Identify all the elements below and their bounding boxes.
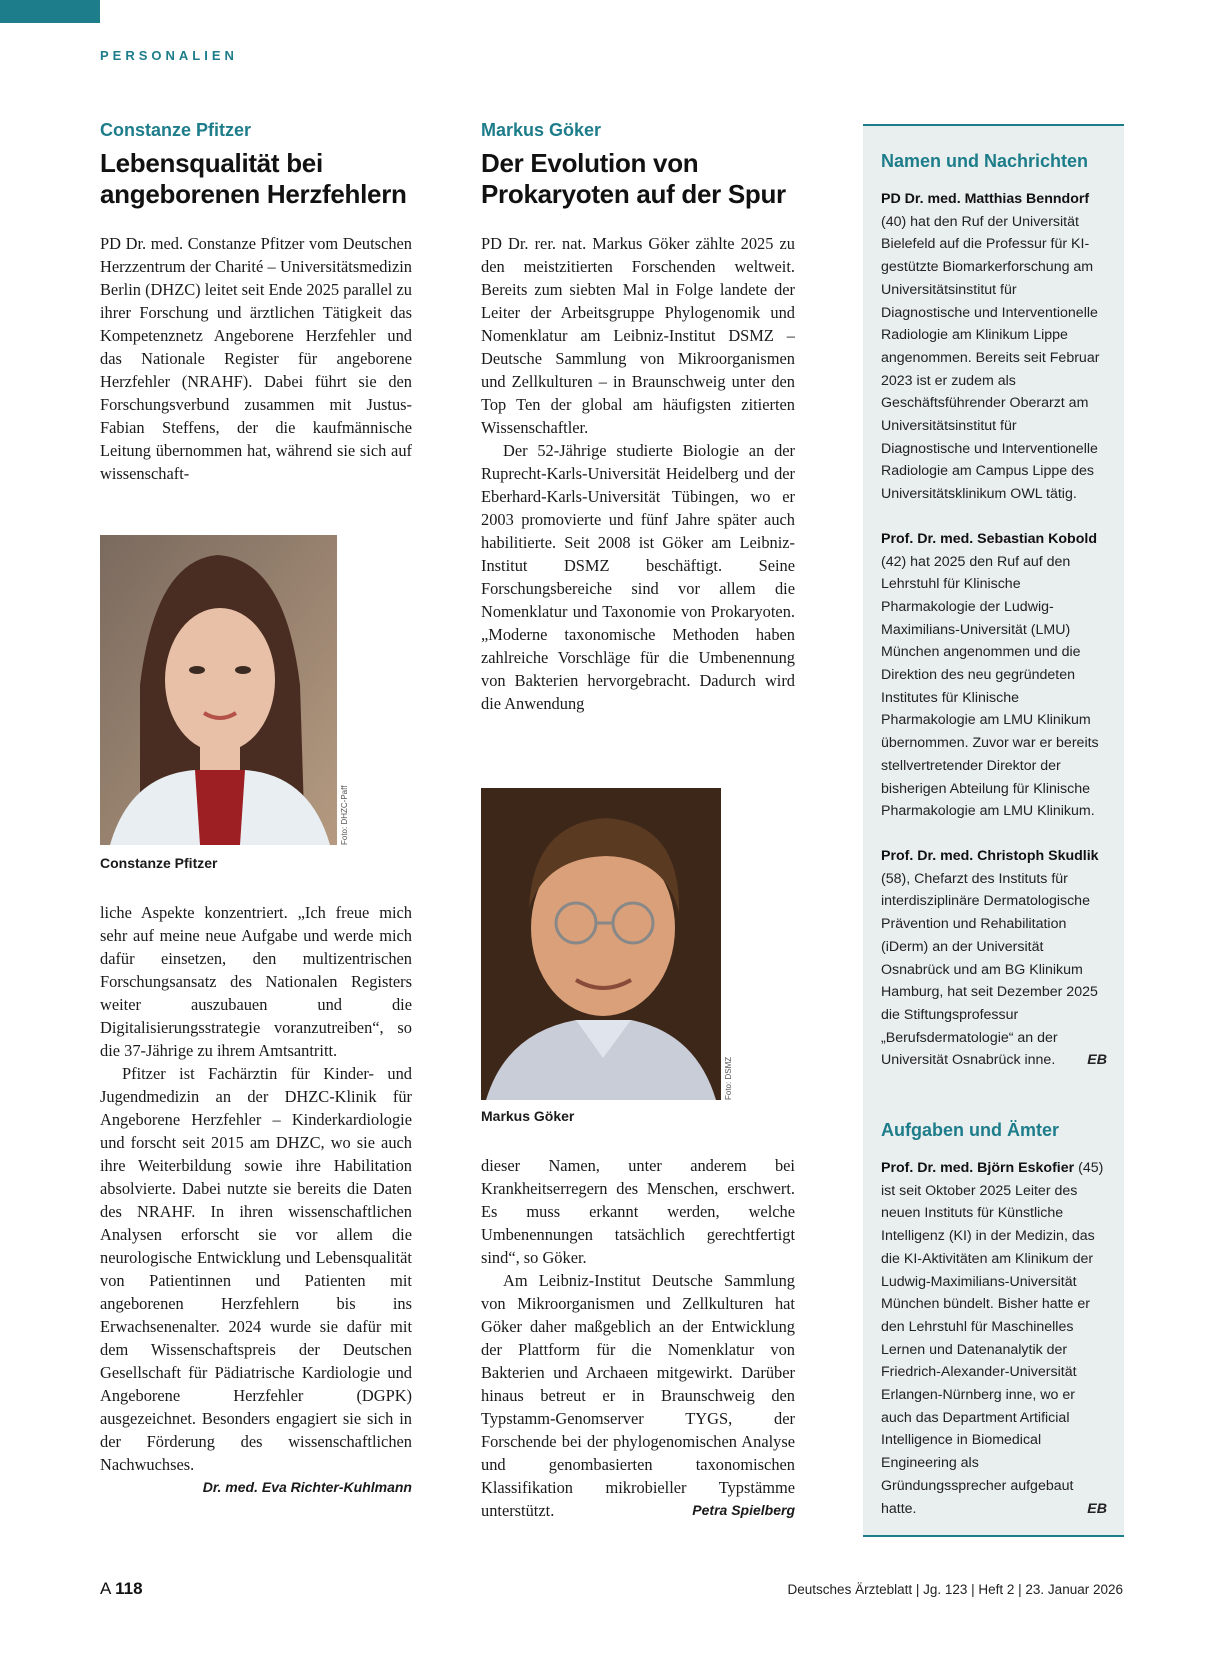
journal-info: Deutsches Ärzteblatt | Jg. 123 | Heft 2 | 23. Januar 2026: [787, 1582, 1123, 1597]
article-headline: Der Evolution von Prokaryoten auf der Spur: [481, 148, 786, 209]
article-headline: Lebensqualität bei angeborenen Herzfehlern: [100, 148, 407, 209]
top-accent-bar: [0, 0, 100, 23]
news-sidebar: [863, 124, 1124, 1537]
article-goeker: [481, 120, 795, 715]
article-body-part1: [481, 232, 795, 715]
sidebar-news-list: [881, 1157, 1107, 1520]
goeker-photo-block: [481, 788, 736, 1103]
news-item: Prof. Dr. med. Christoph Skudlik (58), Chefarzt des Instituts für interdisziplinäre Dermatologische Prävention und Rehabilitation (iDerm) an der Universität Osnabrück und am BG Klinikum Hamburg, hat seit Dezember 2025 die Stiftungsprofessur „Berufsdermatologie“ an der Universität Osnabrück inne. EB: [881, 845, 1107, 1072]
photo-caption: Constanze Pfitzer: [100, 855, 218, 871]
person-name: Prof. Dr. med. Björn Eskofier: [881, 1160, 1075, 1177]
news-item: Prof. Dr. med. Björn Eskofier (45) ist seit Oktober 2025 Leiter des neuen Instituts für Künstliche Intelligenz (KI) in der Medizin, das die KI-Aktivitäten am Klinikum der Ludwig-Maximilians-Universität München bündelt. Bisher hatte er den Lehrstuhl für Maschinelles Lernen und Datenanalytik der Friedrich-Alexander-Universität Erlangen-Nürnberg inne, wo er auch das Department Artificial Intelligence in Biomedical Engineering als Gründungssprecher aufgebaut hatte. EB: [881, 1157, 1107, 1520]
editor-signature: EB: [1087, 1052, 1107, 1069]
paragraph: dieser Namen, unter anderem bei Krankheitserregern des Menschen, erschwert. Es muss erkannt werden, welche Umbenennungen tatsächlich gerechtfertigt sind“, so Göker.: [481, 1156, 795, 1267]
photo-credit: Foto: DHZC-Paff: [340, 785, 349, 845]
article-kicker: Constanze Pfitzer: [100, 120, 252, 140]
section-label: PERSONALIEN: [100, 48, 238, 63]
paragraph: Der 52-Jährige studierte Biologie an der Ruprecht-Karls-Universität Heidelberg und der Eberhard-Karls-Universität Tübingen, wo er 2003 promovierte und fünf Jahre später auch habilitierte. Seit 2008 ist Göker am Leibniz-Institut DSMZ beschäftigt. Seine Forschungsbereiche sind vor allem die Nomenklatur und Taxonomie von Prokaryoten. „Moderne taxonomische Methoden haben zahlreiche Vorschläge für die Umbenennung von Bakterien hervorgebracht. Dadurch wird die Anwendung: [481, 441, 795, 713]
author-signature: Petra Spielberg: [692, 1502, 795, 1518]
sidebar-heading: Aufgaben und Ämter: [881, 1120, 1059, 1141]
person-name: Prof. Dr. med. Christoph Skudlik: [881, 847, 1099, 864]
author-signature: Dr. med. Eva Richter-Kuhlmann: [202, 1479, 412, 1495]
paragraph: Pfitzer ist Fachärztin für Kinder- und Jugendmedizin an der DHZC-Klinik für Angeborene Herzfehler – Kinderkardiologie und forscht seit 2015 am DHZC, wo sie auch ihre Weiterbildung sowie ihre Habilitation absolvierte. Dabei nutzte sie bereits die Daten des NRAHF. In ihren wissenschaftlichen Analysen erforscht sie vor allem die neurologische Entwicklung und Lebensqualität von Patientinnen und Patienten mit angeborenen Herzfehlern bis ins Erwachsenenalter. 2024 wurde sie dafür mit dem Wissenschaftspreis der Deutschen Gesellschaft für Pädiatrische Kardiologie und Angeborene Herzfehler (DGPK) ausgezeichnet. Besonders engagiert sie sich in der Förderung des wissenschaftlichen Nachwuchses. Dr. med. Eva Richter-Kuhlmann: [100, 1062, 412, 1476]
portrait-photo-goeker: [481, 788, 721, 1100]
news-item: PD Dr. med. Matthias Benndorf (40) hat den Ruf der Universität Bielefeld auf die Professur für KI-gestützte Biomarkerforschung am Universitätsinstitut für Diagnostische und Interventionelle Radiologie am Klinikum Lippe angenommen. Bereits seit Februar 2023 ist er zudem als Geschäftsführender Oberarzt am Universitätsinstitut für Diagnostische und Interventionelle Radiologie am Campus Lippe des Universitätsklinikum OWL tätig.: [881, 191, 1100, 503]
sidebar-news-list: [881, 188, 1107, 1072]
person-name: PD Dr. med. Matthias Benndorf: [881, 191, 1090, 207]
paragraph: PD Dr. rer. nat. Markus Göker zählte 2025 zu den meistzitierten Forschenden weltweit. Bereits zum siebten Mal in Folge landete der Leiter der Arbeitsgruppe Phylogenomik und Nomenklatur am Leibniz-Institut DSMZ – Deutsche Sammlung von Mikroorganismen und Zellkulturen – in Braunschweig unter den Top Ten der global am häufigsten zitierten Wissenschaftler.: [481, 234, 795, 437]
person-name: Prof. Dr. med. Sebastian Kobold: [881, 530, 1097, 547]
article-pfitzer: [100, 120, 412, 485]
paragraph: Am Leibniz-Institut Deutsche Sammlung von Mikroorganismen und Zellkulturen hat Göker daher maßgeblich an der Entwicklung der Plattform für die Nomenklatur von Bakterien und Archaeen mitgewirkt. Darüber hinaus betreut er in Braunschweig den Typstamm-Genomserver TYGS, der Forschende bei der phylogenomischen Analyse und genombasierten taxonomischen Klassifikation mikrobieller Typstämme unterstützt. Petra Spielberg: [481, 1271, 795, 1520]
article-kicker: Markus Göker: [481, 120, 602, 140]
portrait-photo-pfitzer: [100, 535, 337, 845]
editor-signature: EB: [1087, 1500, 1107, 1517]
paragraph: liche Aspekte konzentriert. „Ich freue mich sehr auf meine neue Aufgabe und werde mich dafür einsetzen, den multizentrischen Forschungsansatz des Nationalen Registers weiter auszubauen und die Digitalisierungsstrategie voranzutreiben“, so die 37-Jährige zu ihrem Amtsantritt.: [100, 903, 412, 1060]
article-body-part1: [100, 232, 412, 485]
paragraph: PD Dr. med. Constanze Pfitzer vom Deutschen Herzzentrum der Charité – Universitätsmedizin Berlin (DHZC) leitet seit Ende 2025 parallel zu ihrer Forschung und ärztlichen Tätigkeit das Kompetenznetz Angeborene Herzfehler und das Nationale Register für angeborene Herzfehler (NRAHF). Dabei führt sie den Forschungsverbund zusammen mit Justus-Fabian Steffens, der die kaufmännische Leitung übernommen hat, während sie sich auf wissenschaft-: [100, 234, 412, 483]
news-item: Prof. Dr. med. Sebastian Kobold (42) hat 2025 den Ruf auf den Lehrstuhl für Klinische Pharmakologie der Ludwig-Maximilians-Universität (LMU) München angenommen und die Direktion des neu gegründeten Institutes für Klinische Pharmakologie am LMU Klinikum übernommen. Zuvor war er bereits stellvertretender Direktor der bisherigen Abteilung für Klinische Pharmakologie am LMU Klinikum.: [881, 530, 1099, 820]
photo-credit: Foto: DSMZ: [724, 1056, 733, 1100]
article-goeker-continued: [481, 1154, 795, 1522]
article-pfitzer-continued: [100, 901, 412, 1499]
photo-caption: Markus Göker: [481, 1108, 575, 1124]
sidebar-heading: Namen und Nachrichten: [881, 151, 1089, 171]
pfitzer-photo-block: [100, 535, 350, 850]
page-number: A 118: [100, 1579, 143, 1598]
